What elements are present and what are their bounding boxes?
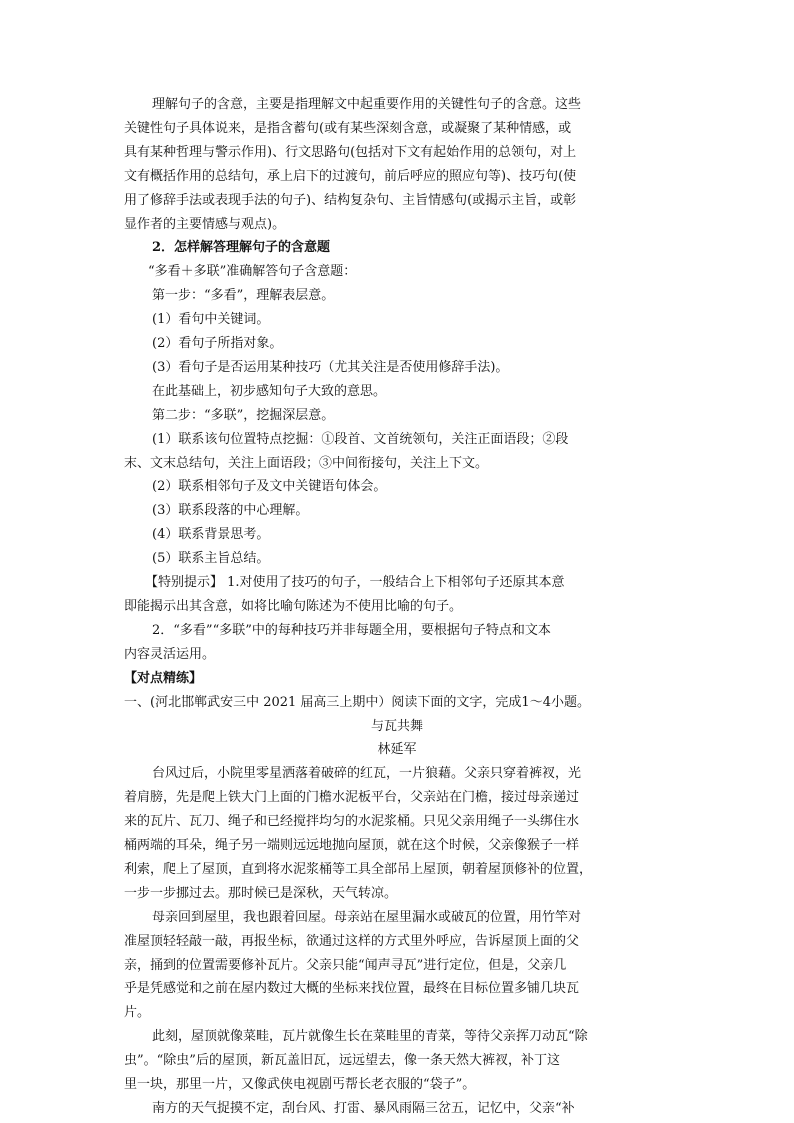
step2-item-4: (4）联系背景思考。 (152, 527, 270, 542)
step1-title: 第一步：“多看”，理解表层意。 (152, 288, 335, 303)
tip-line-1: 【特别提示】 1.对使用了技巧的句子，一般结合上下相邻句子还原其本意 (145, 575, 565, 590)
article-p1-line-6: 一步一步挪过去。那时候已是深秋，天气转凉。 (124, 886, 398, 901)
article-p1-line-5: 利索，爬上了屋顶，直到将水泥浆桶等工具全部吊上屋顶，朝着屋顶修补的位置， (124, 862, 593, 877)
step2-title: 第二步：“多联”，挖掘深层意。 (152, 408, 335, 423)
step1-summary: 在此基础上，初步感知句子大致的意思。 (152, 384, 387, 399)
intro-line-5: 用了修辞手法或表现手法的句子)、结构复杂句、主旨情感句(或揭示主旨，或彰 (124, 193, 577, 208)
article-p3-line-2: 虫”。“除虫”后的屋顶，新瓦盖旧瓦，远远望去，像一条天然大裤衩，补丁这 (124, 1053, 560, 1068)
step1-item-2: (2）看句子所指对象。 (152, 336, 283, 351)
article-title: 与瓦共舞 (370, 719, 423, 734)
article-p2-line-4: 乎是凭感觉和之前在屋内数过大概的坐标来找位置，最终在目标位置多铺几块瓦 (124, 981, 580, 996)
article-p1-line-4: 桶两端的耳朵，绳子另一端则远远地抛向屋顶，就在这个时候，父亲像猴子一样 (124, 838, 580, 853)
article-p3-line-3: 里一块，那里一片，又像武侠电视剧丐帮长老衣服的“袋子”。 (124, 1077, 476, 1092)
step2-item-2: (2）联系相邻句子及文中关键语句体会。 (152, 479, 387, 494)
method-intro: “多看＋多联”准确解答句子含意题： (148, 264, 357, 279)
section-heading: 2．怎样解答理解句子的含意题 (152, 240, 331, 255)
step2-item-5: (5）联系主旨总结。 (152, 551, 270, 566)
article-author: 林延军 (377, 742, 417, 757)
tip-line-4: 内容灵活运用。 (124, 647, 216, 662)
intro-line-1: 理解句子的含意，主要是指理解文中起重要作用的关键性句子的含意。这些 (152, 97, 582, 112)
intro-line-6: 显作者的主要情感与观点)。 (124, 217, 286, 232)
article-p3-line-1: 此刻，屋顶就像菜畦，瓦片就像生长在菜畦里的青菜，等待父亲挥刀动瓦“除 (152, 1029, 588, 1044)
step2-item1-line-1: (1）联系该句位置特点挖掘：①段首、文首统领句，关注正面语段；②段 (152, 432, 569, 447)
intro-line-2: 关键性句子具体说来，是指含蓄句(或有某些深刻含意，或凝聚了某种情感，或 (124, 121, 572, 136)
step2-item1-line-2: 末、文末总结句，关注上面语段；③中间衔接句，关注上下文。 (124, 456, 489, 471)
practice-heading: 【对点精练】 (124, 671, 203, 686)
question-line: 一、(河北邯郸武安三中 2021 届高三上期中）阅读下面的文字，完成1～4小题。 (124, 695, 590, 710)
intro-line-3: 具有某种哲理与警示作用)、行文思路句(包括对下文有起始作用的总领句，对上 (124, 145, 577, 160)
article-p2-line-1: 母亲回到屋里，我也跟着回屋。母亲站在屋里漏水或破瓦的位置，用竹竿对 (152, 910, 582, 925)
step1-item-1: (1）看句中关键词。 (152, 312, 270, 327)
article-p1-line-1: 台风过后，小院里零星洒落着破碎的红瓦，一片狼藉。父亲只穿着裤衩，光 (152, 766, 582, 781)
tip-line-2: 即能揭示出其含意，如将比喻句陈述为不使用比喻的句子。 (124, 599, 463, 614)
article-p1-line-3: 来的瓦片、瓦刀、绳子和已经搅拌均匀的水泥浆桶。只见父亲用绳子一头绑住水 (124, 814, 580, 829)
article-p2-line-2: 准屋顶轻轻敲一敲，再报坐标，欲通过这样的方式里外呼应，告诉屋顶上面的父 (124, 934, 580, 949)
step1-item-3: (3）看句子是否运用某种技巧（尤其关注是否使用修辞手法)。 (152, 360, 509, 375)
article-p2-line-3: 亲，捅到的位置需要修补瓦片。父亲只能“闻声寻瓦”进行定位，但是，父亲几 (124, 958, 567, 973)
tip-line-3: 2．“多看”“多联”中的每种技巧并非每题全用，要根据句子特点和文本 (152, 623, 551, 638)
article-p1-line-2: 着肩膀，先是爬上铁大门上面的门檐水泥板平台，父亲站在门檐，接过母亲递过 (124, 790, 580, 805)
intro-line-4: 文有概括作用的总结句，承上启下的过渡句，前后呼应的照应句等)、技巧句(使 (124, 169, 577, 184)
article-p4-line-1: 南方的天气捉摸不定，刮台风、打雷、暴风雨隔三岔五，记忆中，父亲“补 (152, 1101, 575, 1116)
step2-item-3: (3）联系段落的中心理解。 (152, 503, 309, 518)
article-p2-line-5: 片。 (124, 1005, 151, 1020)
